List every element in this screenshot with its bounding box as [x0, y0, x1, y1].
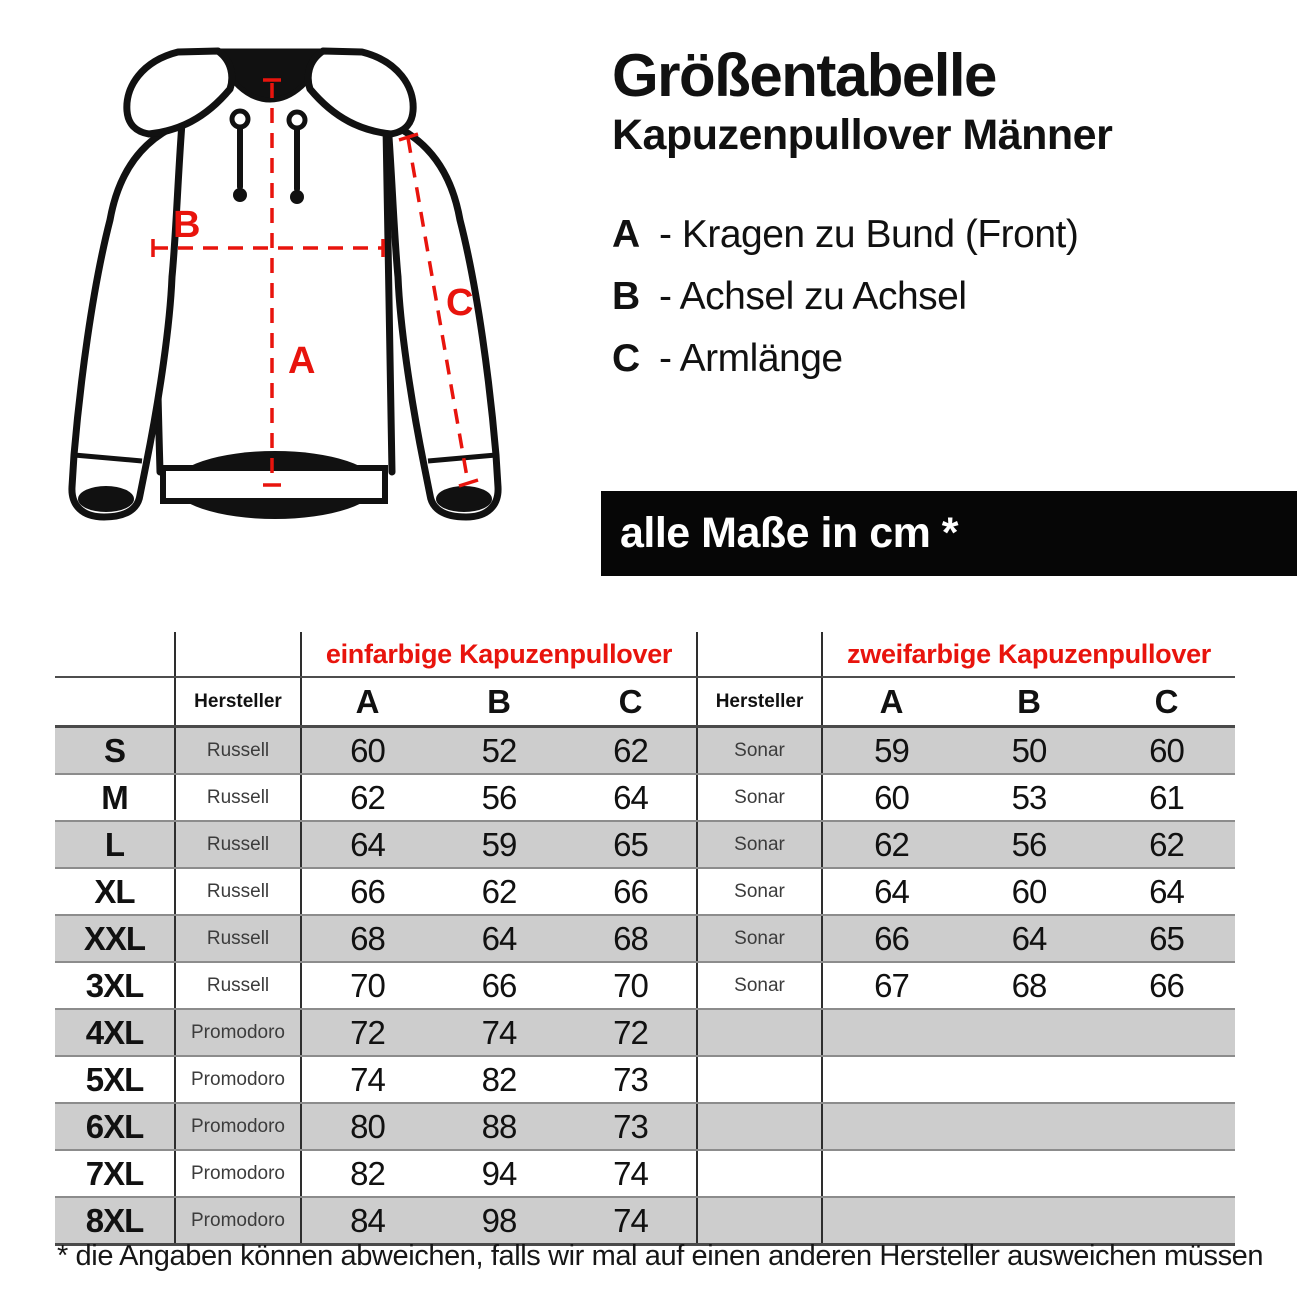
table-row-s: [55, 727, 1235, 775]
value-cell: 61: [1098, 774, 1235, 821]
value-cell: 59: [433, 821, 565, 868]
value-cell: 65: [565, 821, 697, 868]
value-cell: 64: [1098, 868, 1235, 915]
value-cell: 82: [433, 1056, 565, 1103]
diagram-label-a: A: [288, 340, 316, 382]
maker-cell: Sonar: [697, 915, 822, 962]
legend-item-a: [612, 204, 1112, 266]
value-cell: [1098, 1197, 1235, 1245]
hersteller-header-right: Hersteller: [697, 677, 822, 727]
value-cell: 84: [301, 1197, 433, 1245]
value-cell: 73: [565, 1056, 697, 1103]
value-cell: 70: [565, 962, 697, 1009]
maker-cell: Russell: [175, 774, 301, 821]
maker-cell: Promodoro: [175, 1197, 301, 1245]
value-cell: [960, 1150, 1098, 1197]
size-cell: XL: [55, 868, 175, 915]
size-cell: 6XL: [55, 1103, 175, 1150]
col-header-a-left: A: [301, 677, 433, 727]
size-cell: XXL: [55, 915, 175, 962]
table-row-3xl: [55, 962, 1235, 1009]
maker-cell: [697, 1150, 822, 1197]
table-row-8xl: [55, 1197, 1235, 1245]
group-spacer-3: [697, 632, 822, 677]
value-cell: 82: [301, 1150, 433, 1197]
table-row-4xl: [55, 1009, 1235, 1056]
hood-flap-right: [308, 51, 413, 134]
col-header-a-right: A: [822, 677, 960, 727]
value-cell: 60: [960, 868, 1098, 915]
value-cell: 59: [822, 727, 960, 775]
col-header-c-left: C: [565, 677, 697, 727]
value-cell: [1098, 1103, 1235, 1150]
value-cell: 64: [822, 868, 960, 915]
value-cell: 74: [565, 1150, 697, 1197]
value-cell: 74: [301, 1056, 433, 1103]
table-row-6xl: [55, 1103, 1235, 1150]
legend-text-a: - Kragen zu Bund (Front): [659, 213, 1079, 256]
size-cell: S: [55, 727, 175, 775]
measurement-legend: [612, 204, 1112, 390]
maker-cell: Sonar: [697, 962, 822, 1009]
value-cell: 68: [960, 962, 1098, 1009]
legend-item-c: [612, 328, 1112, 390]
value-cell: 60: [301, 727, 433, 775]
value-cell: 56: [433, 774, 565, 821]
drawstring-tip-right: [290, 190, 304, 204]
page-title: Größentabelle: [612, 42, 996, 109]
maker-cell: Sonar: [697, 774, 822, 821]
value-cell: 52: [433, 727, 565, 775]
value-cell: 74: [565, 1197, 697, 1245]
maker-cell: [697, 1009, 822, 1056]
size-cell: 3XL: [55, 962, 175, 1009]
eyelet-right: [289, 112, 305, 128]
value-cell: 70: [301, 962, 433, 1009]
value-cell: 62: [433, 868, 565, 915]
value-cell: [1098, 1056, 1235, 1103]
diagram-label-c: C: [446, 282, 474, 324]
value-cell: 60: [1098, 727, 1235, 775]
value-cell: [960, 1056, 1098, 1103]
value-cell: 66: [822, 915, 960, 962]
table-column-header-row: [55, 677, 1235, 727]
group-header-einfarbig: einfarbige Kapuzenpullover: [301, 632, 697, 677]
maker-cell: [697, 1103, 822, 1150]
value-cell: 73: [565, 1103, 697, 1150]
value-cell: 53: [960, 774, 1098, 821]
maker-cell: [697, 1197, 822, 1245]
size-table: [55, 632, 1235, 1246]
legend-text-c: - Armlänge: [659, 337, 843, 380]
value-cell: [822, 1197, 960, 1245]
legend-key-c: C: [612, 337, 640, 380]
value-cell: [822, 1103, 960, 1150]
legend-item-b: [612, 266, 1112, 328]
value-cell: 64: [960, 915, 1098, 962]
value-cell: [960, 1009, 1098, 1056]
eyelet-left: [232, 111, 248, 127]
table-row-xxl: [55, 915, 1235, 962]
maker-cell: Russell: [175, 915, 301, 962]
value-cell: 66: [1098, 962, 1235, 1009]
size-header-spacer: [55, 677, 175, 727]
maker-cell: Promodoro: [175, 1150, 301, 1197]
cuff-opening-right: [436, 486, 492, 512]
table-group-header-row: [55, 632, 1235, 677]
col-header-b-right: B: [960, 677, 1098, 727]
hersteller-header-left: Hersteller: [175, 677, 301, 727]
value-cell: 62: [1098, 821, 1235, 868]
footnote: * die Angaben können abweichen, falls wir mal auf einen anderen Hersteller ausweichen müssen: [57, 1240, 1264, 1272]
maker-cell: Promodoro: [175, 1103, 301, 1150]
group-spacer-1: [55, 632, 175, 677]
value-cell: 65: [1098, 915, 1235, 962]
value-cell: [960, 1197, 1098, 1245]
value-cell: 67: [822, 962, 960, 1009]
legend-key-a: A: [612, 213, 640, 256]
group-header-zweifarbig: zweifarbige Kapuzenpullover: [822, 632, 1235, 677]
table-row-m: [55, 774, 1235, 821]
value-cell: 68: [565, 915, 697, 962]
value-cell: 68: [301, 915, 433, 962]
value-cell: 60: [822, 774, 960, 821]
value-cell: 64: [301, 821, 433, 868]
maker-cell: Russell: [175, 962, 301, 1009]
legend-text-b: - Achsel zu Achsel: [659, 275, 967, 318]
table-row-7xl: [55, 1150, 1235, 1197]
group-spacer-2: [175, 632, 301, 677]
value-cell: 94: [433, 1150, 565, 1197]
hoodie-diagram: [30, 25, 570, 535]
maker-cell: Sonar: [697, 868, 822, 915]
value-cell: [1098, 1150, 1235, 1197]
size-cell: 4XL: [55, 1009, 175, 1056]
value-cell: 66: [433, 962, 565, 1009]
maker-cell: Sonar: [697, 727, 822, 775]
size-cell: 7XL: [55, 1150, 175, 1197]
cuff-opening-left: [78, 486, 134, 512]
value-cell: 50: [960, 727, 1098, 775]
title-block: [612, 44, 1112, 390]
value-cell: 62: [301, 774, 433, 821]
maker-cell: Russell: [175, 727, 301, 775]
value-cell: 74: [433, 1009, 565, 1056]
value-cell: [822, 1009, 960, 1056]
hood-flap-left: [127, 51, 232, 134]
value-cell: 98: [433, 1197, 565, 1245]
value-cell: [822, 1150, 960, 1197]
table-row-5xl: [55, 1056, 1235, 1103]
page-subtitle: Kapuzenpullover Männer: [612, 111, 1113, 159]
value-cell: 80: [301, 1103, 433, 1150]
size-cell: L: [55, 821, 175, 868]
maker-cell: [697, 1056, 822, 1103]
value-cell: 66: [301, 868, 433, 915]
size-cell: 8XL: [55, 1197, 175, 1245]
maker-cell: Promodoro: [175, 1009, 301, 1056]
maker-cell: Promodoro: [175, 1056, 301, 1103]
units-banner: [601, 491, 1297, 576]
value-cell: 64: [565, 774, 697, 821]
size-cell: 5XL: [55, 1056, 175, 1103]
maker-cell: Russell: [175, 868, 301, 915]
drawstring-tip-left: [233, 188, 247, 202]
legend-key-b: B: [612, 275, 640, 318]
maker-cell: Sonar: [697, 821, 822, 868]
value-cell: [960, 1103, 1098, 1150]
col-header-c-right: C: [1098, 677, 1235, 727]
table-row-l: [55, 821, 1235, 868]
value-cell: 62: [565, 727, 697, 775]
col-header-b-left: B: [433, 677, 565, 727]
value-cell: 64: [433, 915, 565, 962]
value-cell: 88: [433, 1103, 565, 1150]
size-cell: M: [55, 774, 175, 821]
diagram-label-b: B: [173, 204, 201, 246]
value-cell: 66: [565, 868, 697, 915]
units-banner-text: alle Maße in cm *: [620, 509, 959, 557]
value-cell: 72: [565, 1009, 697, 1056]
table-row-xl: [55, 868, 1235, 915]
value-cell: 56: [960, 821, 1098, 868]
value-cell: [822, 1056, 960, 1103]
maker-cell: Russell: [175, 821, 301, 868]
value-cell: 62: [822, 821, 960, 868]
value-cell: 72: [301, 1009, 433, 1056]
value-cell: [1098, 1009, 1235, 1056]
